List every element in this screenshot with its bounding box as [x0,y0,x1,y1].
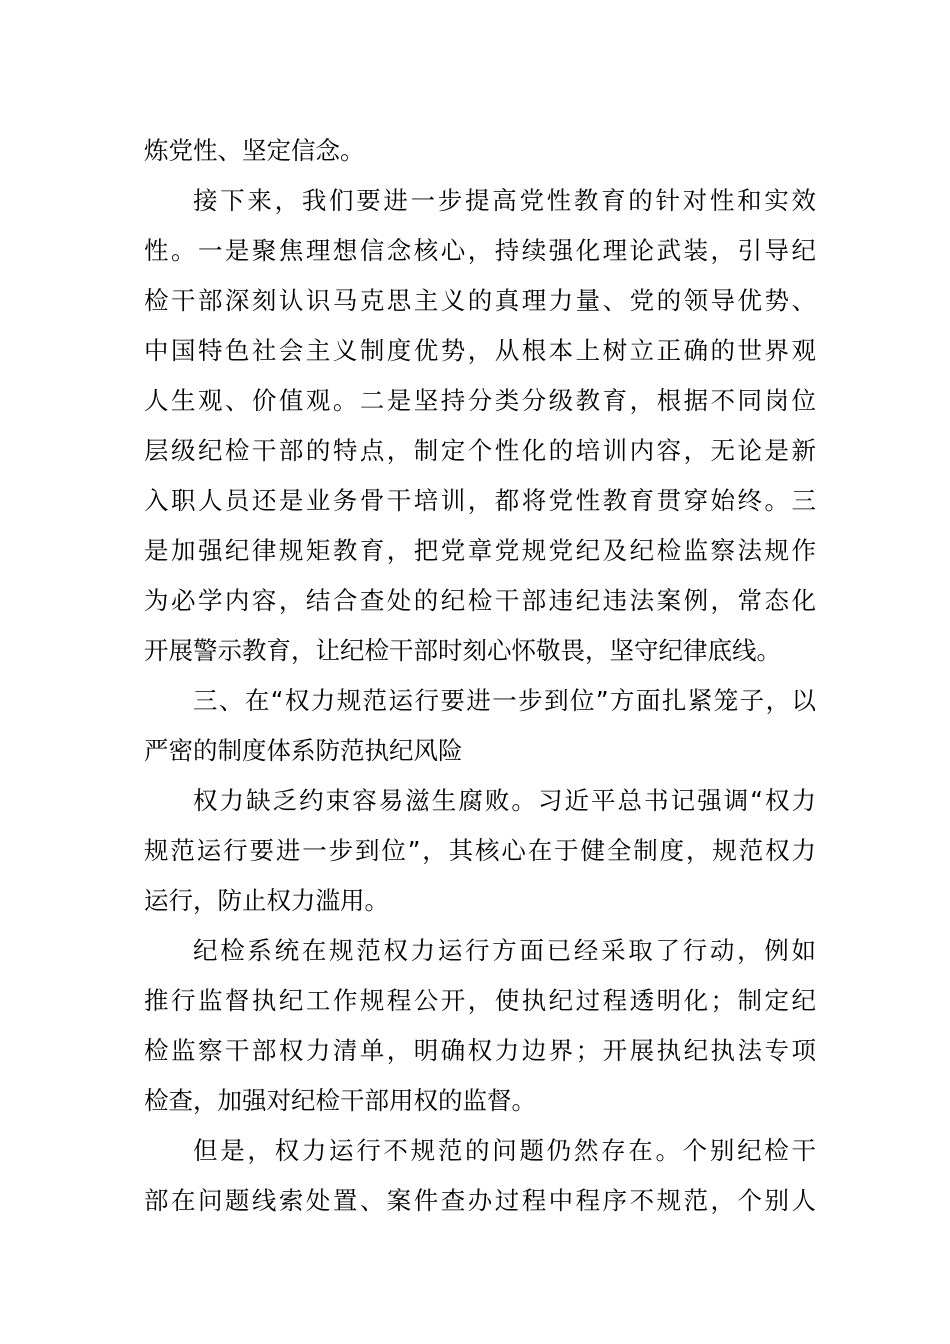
text-line: 中国特色社会主义制度优势，从根本上树立正确的世界观 [144,336,816,365]
text-line: 炼党性、坚定信念。 [144,136,365,165]
text-line: 但是，权力运行不规范的问题仍然存在。个别纪检干 [193,1136,816,1165]
text-line: 性。一是聚焦理想信念核心，持续强化理论武装，引导纪 [144,236,816,265]
text-line: 入职人员还是业务骨干培训，都将党性教育贯穿始终。三 [144,486,816,515]
text-line: 开展警示教育，让纪检干部时刻心怀敬畏，坚守纪律底线。 [144,636,781,665]
text-line: 是加强纪律规矩教育，把党章党规党纪及纪检监察法规作 [144,536,816,565]
text-line: 推行监督执纪工作规程公开，使执纪过程透明化；制定纪 [144,986,816,1015]
document-body [144,126,816,1226]
text-line: 严密的制度体系防范执纪风险 [144,736,463,765]
text-line: 检干部深刻认识马克思主义的真理力量、党的领导优势、 [144,286,816,315]
text-line: 人生观、价值观。二是坚持分类分级教育，根据不同岗位 [144,386,816,415]
text-line: 部在问题线索处置、案件查办过程中程序不规范，个别人 [144,1186,816,1215]
text-line: 纪检系统在规范权力运行方面已经采取了行动，例如 [193,936,816,965]
text-line: 权力缺乏约束容易滋生腐败。习近平总书记强调“权力 [193,786,816,815]
text-line: 三、在“权力规范运行要进一步到位”方面扎紧笼子，以 [193,686,816,715]
text-line: 为必学内容，结合查处的纪检干部违纪违法案例，常态化 [144,586,816,615]
text-line: 接下来，我们要进一步提高党性教育的针对性和实效 [193,186,816,215]
text-line: 规范运行要进一步到位”，其核心在于健全制度，规范权力 [144,836,816,865]
text-line: 层级纪检干部的特点，制定个性化的培训内容，无论是新 [144,436,816,465]
text-line: 检监察干部权力清单，明确权力边界；开展执纪执法专项 [144,1036,816,1065]
text-line: 检查，加强对纪检干部用权的监督。 [144,1086,536,1115]
text-line: 运行，防止权力滥用。 [144,886,389,915]
